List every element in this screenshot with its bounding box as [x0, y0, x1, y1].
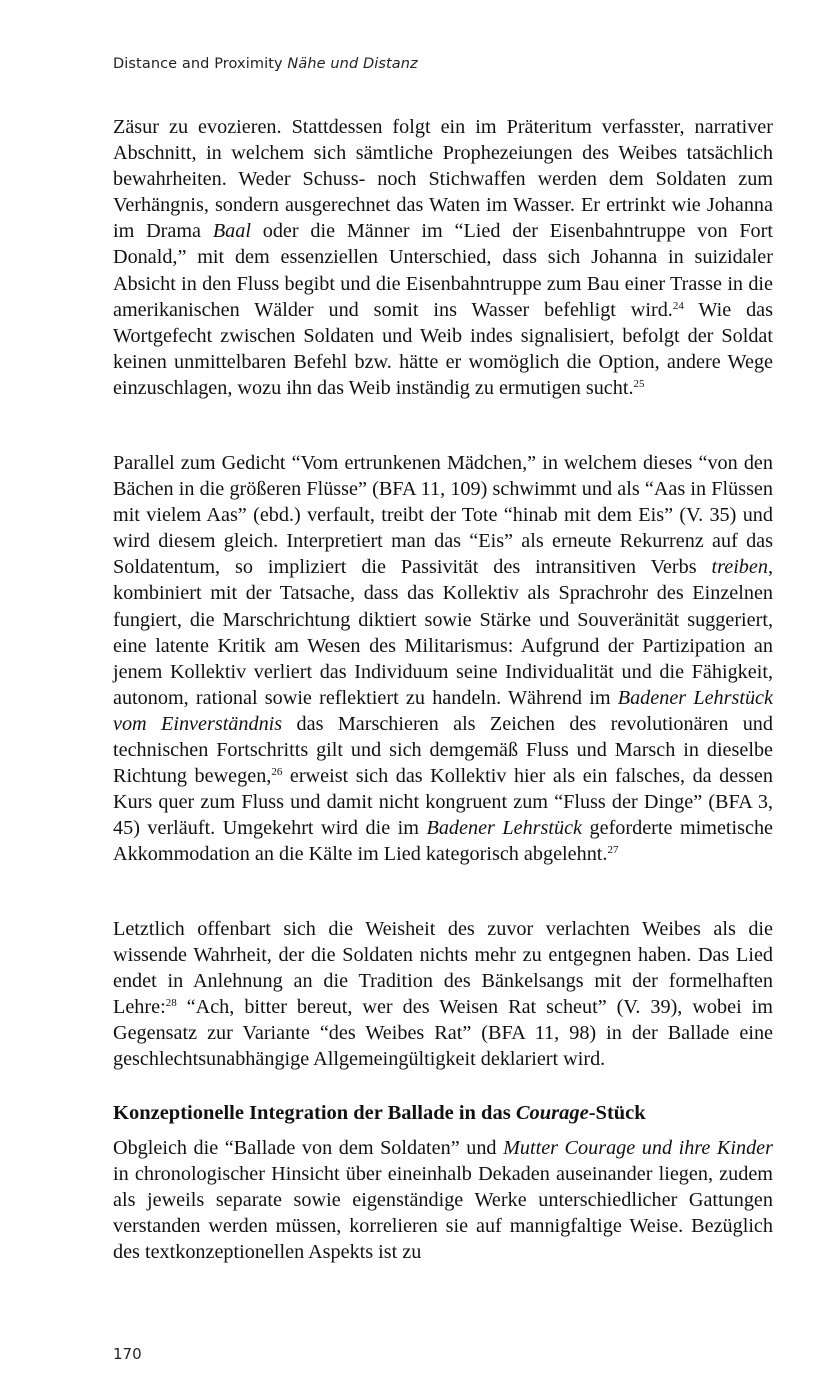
paragraph-text: Parallel zum Gedicht “Vom ertrunkenen Mädchen,” in welchem dieses “von den Bächen in die größeren Flüsse” (BFA 11, 109) schwimmt und als “Aas in Flüssen mit vielem Aas” (ebd.) verfault, treibt der Tote “hinab mit dem Eis” (V. 35) und wird diesem gleich. Interpretiert man das “Eis” als erneute Rekurrenz auf das Soldatentum, so impliziert die Passivität des intransitiven Verbs: [113, 452, 773, 579]
section-heading-suffix: -Stück: [588, 1102, 646, 1124]
page-number: 170: [113, 1345, 142, 1363]
paragraph-text: Zäsur zu evozieren. Stattdessen folgt ein im Präteritum verfasster, narrativer Abschnitt, in welchem sich sämtliche Prophezeiungen des Weibes tatsächlich bewahrheiten. Weder Schuss- noch Stichwaffen werden dem Soldaten zum Verhängnis, sondern ausgerechnet das Waten im Wasser. Er ertrinkt wie Johanna im Drama: [113, 116, 773, 243]
paragraph-text: in chronologischer Hinsicht über eineinhalb Dekaden auseinander liegen, zudem als jeweils separate sowie eigenständige Werke unterschiedlicher Gattungen verstanden werden müssen, korrelieren sie auf mannigfaltige Weise. Bezüglich des textkonzeptionellen Aspekts ist zu: [113, 1163, 773, 1264]
running-head-italic-text: Nähe und Distanz: [287, 56, 418, 72]
paragraph-text: Wie das Wortgefecht zwischen Soldaten und Weib indes signalisiert, befolgt der Soldat keinen unmittelbaren Befehl bzw. hätte er womöglich die Option, andere Wege einzuschlagen, wozu ihn das Weib inständig zu ermutigen sucht.: [113, 298, 773, 399]
emphasized-word: treiben: [711, 556, 768, 579]
paragraph-text: oder die Männer im “Lied der Eisenbahntruppe von Fort Donald,” mit dem essenziellen Unterschied, dass sich Johanna in suizidaler Absicht in den Fluss begibt und die Eisenbahntruppe zum Bau einer Trasse in die amerikanischen Wälder und somit ins Wasser befehligt wird.: [113, 220, 773, 321]
footnote-marker[interactable]: 26: [271, 765, 283, 778]
paragraph-text: Letztlich offenbart sich die Weisheit des zuvor verlachten Weibes als die wissende Wahrheit, der die Soldaten nichts mehr zu entgegnen haben. Das Lied endet in Anlehnung an die Tradition des Bänkelsangs mit der formelhaften Lehre:: [113, 918, 773, 1019]
paragraph-3: [113, 916, 773, 1073]
running-head-text: Distance and Proximity: [113, 56, 283, 72]
paragraph-text: erweist sich das Kollektiv hier als ein falsches, da dessen Kurs quer zum Fluss und damit nicht kongruent zum “Fluss der Dinge” (BFA 3, 45) verläuft. Umgekehrt wird die im: [113, 765, 773, 840]
paragraph-1: [113, 114, 773, 401]
footnote-marker[interactable]: 24: [672, 299, 684, 312]
section-heading: [113, 1100, 646, 1126]
footnote-marker[interactable]: 28: [165, 997, 177, 1010]
paragraph-text: , kombiniert mit der Tatsache, dass das Kollektiv als Sprachrohr des Einzelnen fungiert, die Marschrichtung diktiert sowie Stärke und Souveränität suggeriert, eine latente Kritik am Wesen des Militarismus: Aufgrund der Partizipation an jenem Kollektiv verliert das Individuum seine Individualität und die Fähigkeit, autonom, rational sowie reflektiert zu handeln. Während im: [113, 556, 773, 709]
work-title: Baal: [212, 220, 251, 243]
footnote-marker[interactable]: 27: [607, 844, 619, 857]
work-title: Badener Lehrstück: [426, 817, 583, 840]
paragraph-4: [113, 1135, 773, 1265]
work-title: Mutter Courage und ihre Kinder: [503, 1137, 773, 1159]
section-heading-italic: Courage: [515, 1102, 589, 1124]
paragraph-text: geforderte mimetische Akkommodation an die Kälte im Lied kategorisch abgelehnt.: [113, 817, 774, 866]
paragraph-text: “Ach, bitter bereut, wer des Weisen Rat scheut” (V. 39), wobei im Gegensatz zur Variante “des Weibes Rat” (BFA 11, 98) in der Ballade eine geschlechtsunabhängige Allgemeingültigkeit deklariert wird.: [113, 996, 773, 1071]
paragraph-2: [113, 450, 773, 868]
paragraph-text: das Marschieren als Zeichen des revolutionären und technischen Fortschritts gilt und sich demgemäß Fluss und Marsch in dieselbe Richtung bewegen,: [113, 712, 773, 788]
work-title: Badener Lehrstück vom Einverständnis: [113, 686, 773, 735]
section-heading-text: Konzeptionelle Integration der Ballade in das: [113, 1102, 516, 1124]
footnote-marker[interactable]: 25: [633, 377, 645, 390]
running-head: [113, 56, 418, 72]
paragraph-text: Obgleich die “Ballade von dem Soldaten” und: [113, 1137, 504, 1159]
